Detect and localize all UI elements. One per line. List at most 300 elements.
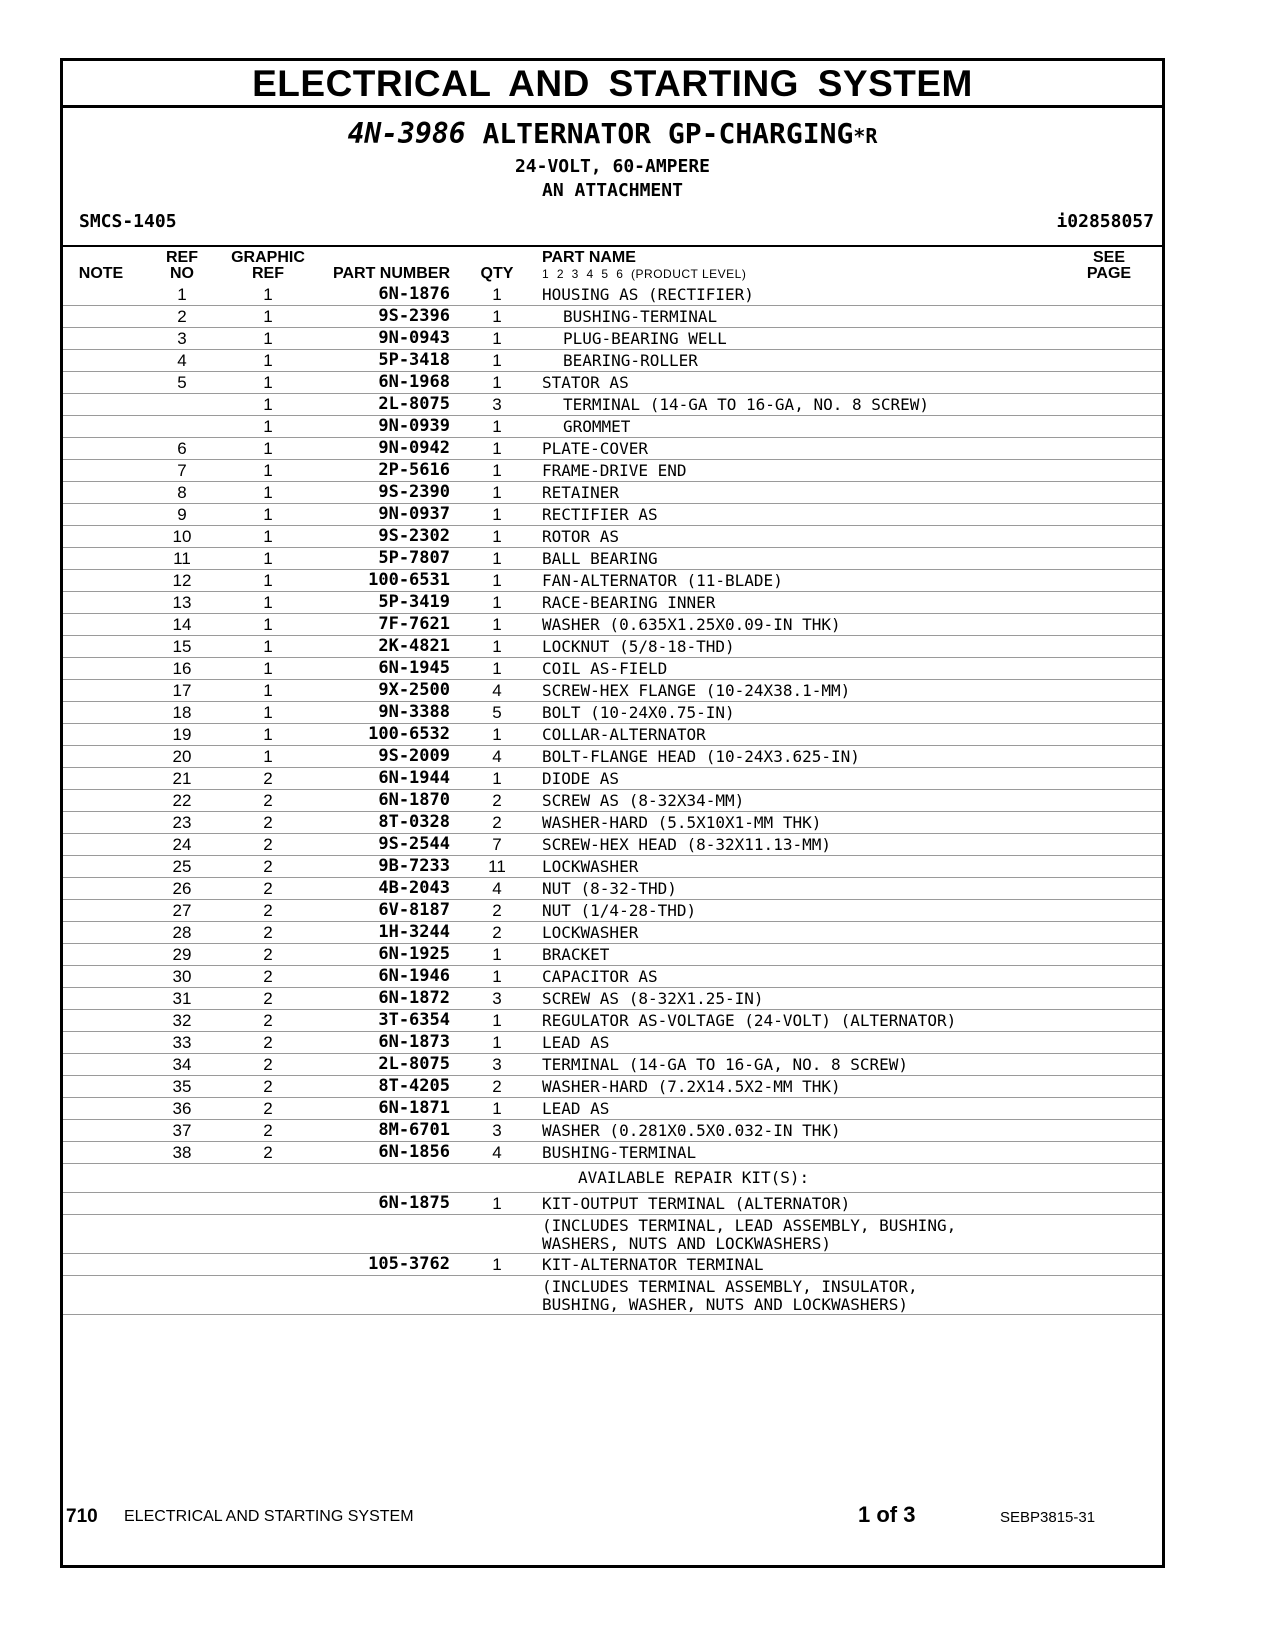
part-name-text: RETAINER	[542, 483, 620, 502]
part-name-text: WASHER (0.281X0.5X0.032-IN THK)	[542, 1121, 841, 1140]
see-page-cell	[1056, 834, 1162, 856]
part-number-cell: 6N-1946	[311, 966, 458, 988]
ref-no-cell: 35	[139, 1076, 225, 1098]
part-name-text: WASHER-HARD (5.5X10X1-MM THK)	[542, 813, 822, 832]
graphic-ref-cell: 1	[225, 636, 311, 658]
see-page-cell	[1056, 1164, 1162, 1193]
see-page-cell	[1056, 1215, 1162, 1254]
note-cell	[63, 350, 139, 372]
note-cell	[63, 526, 139, 548]
qty-cell: 1	[458, 614, 536, 636]
part-name-cell	[536, 702, 1056, 724]
table-row	[63, 592, 1162, 614]
part-number-cell: 7F-7621	[311, 614, 458, 636]
table-row	[63, 856, 1162, 878]
kit-row	[63, 1193, 1162, 1215]
part-name-text: PLUG-BEARING WELL	[563, 329, 727, 348]
note-cell	[63, 372, 139, 394]
part-name-cell	[536, 1098, 1056, 1120]
qty-cell: 4	[458, 878, 536, 900]
qty-cell: 1	[458, 592, 536, 614]
note-cell	[63, 306, 139, 328]
group-suffix: *R	[853, 124, 878, 148]
kit-note-cell	[536, 1276, 1056, 1315]
footer-document: SEBP3815-31	[1000, 1509, 1096, 1526]
note-cell	[63, 1142, 139, 1164]
part-name-cell	[536, 724, 1056, 746]
note-cell	[63, 1193, 139, 1215]
note-cell	[63, 680, 139, 702]
note-cell	[63, 1010, 139, 1032]
kit-note-line: BUSHING, WASHER, NUTS AND LOCKWASHERS)	[542, 1295, 909, 1314]
footer-section: ELECTRICAL AND STARTING SYSTEM	[124, 1508, 414, 1525]
part-name-text: NUT (1/4-28-THD)	[542, 901, 697, 920]
part-name-text: COLLAR-ALTERNATOR	[542, 725, 706, 744]
table-row	[63, 416, 1162, 438]
empty-cell	[139, 1276, 225, 1315]
see-page-cell	[1056, 988, 1162, 1010]
repair-kits-heading-row	[63, 1164, 1162, 1193]
graphic-ref-cell: 1	[225, 570, 311, 592]
table-row	[63, 372, 1162, 394]
empty-cell	[63, 1164, 139, 1193]
note-cell	[63, 1254, 139, 1276]
graphic-ref-cell: 1	[225, 526, 311, 548]
qty-cell: 4	[458, 1142, 536, 1164]
graphic-ref-cell: 1	[225, 724, 311, 746]
part-number-cell: 6N-1872	[311, 988, 458, 1010]
part-name-text: COIL AS-FIELD	[542, 659, 668, 678]
part-name-cell	[536, 526, 1056, 548]
part-name-cell	[536, 1032, 1056, 1054]
see-page-cell	[1056, 1254, 1162, 1276]
table-row	[63, 900, 1162, 922]
part-name-text: LOCKWASHER	[542, 857, 639, 876]
qty-cell: 1	[458, 1098, 536, 1120]
kit-note-line: WASHERS, NUTS AND LOCKWASHERS)	[542, 1234, 831, 1253]
part-number-cell: 6N-1856	[311, 1142, 458, 1164]
part-name-cell	[536, 394, 1056, 416]
col-ref-no-line2: NO	[170, 265, 194, 282]
ref-no-cell: 37	[139, 1120, 225, 1142]
graphic-ref-cell: 1	[225, 680, 311, 702]
ref-no-cell: 9	[139, 504, 225, 526]
ref-no-cell: 6	[139, 438, 225, 460]
table-row	[63, 460, 1162, 482]
part-name-text: RECTIFIER AS	[542, 505, 658, 524]
note-cell	[63, 592, 139, 614]
graphic-ref-cell: 2	[225, 988, 311, 1010]
note-cell	[63, 548, 139, 570]
table-row	[63, 570, 1162, 592]
empty-cell	[458, 1164, 536, 1193]
part-name-cell	[536, 834, 1056, 856]
part-name-cell	[536, 812, 1056, 834]
part-name-cell	[536, 922, 1056, 944]
col-see-page-line2: PAGE	[1086, 265, 1132, 282]
kit-note-line: (INCLUDES TERMINAL ASSEMBLY, INSULATOR,	[542, 1277, 918, 1296]
part-number-cell: 2L-8075	[311, 1054, 458, 1076]
table-row	[63, 526, 1162, 548]
see-page-cell	[1056, 592, 1162, 614]
empty-cell	[311, 1215, 458, 1254]
ref-no-cell	[139, 416, 225, 438]
table-row	[63, 306, 1162, 328]
see-page-cell	[1056, 812, 1162, 834]
part-name-cell	[536, 768, 1056, 790]
graphic-ref-cell: 2	[225, 1010, 311, 1032]
table-row	[63, 922, 1162, 944]
part-name-cell	[536, 1120, 1056, 1142]
kit-note-row	[63, 1276, 1162, 1315]
qty-cell: 1	[458, 768, 536, 790]
part-name-text: CAPACITOR AS	[542, 967, 658, 986]
part-number-cell: 6N-1968	[311, 372, 458, 394]
note-cell	[63, 944, 139, 966]
graphic-ref-cell: 2	[225, 922, 311, 944]
qty-cell: 4	[458, 746, 536, 768]
see-page-cell	[1056, 966, 1162, 988]
empty-cell	[225, 1215, 311, 1254]
part-name-text: TERMINAL (14-GA TO 16-GA, NO. 8 SCREW)	[542, 1055, 909, 1074]
see-page-cell	[1056, 548, 1162, 570]
part-name-cell	[536, 504, 1056, 526]
graphic-ref-cell: 1	[225, 350, 311, 372]
graphic-ref-cell: 2	[225, 944, 311, 966]
part-name-cell	[536, 966, 1056, 988]
empty-cell	[311, 1164, 458, 1193]
note-cell	[63, 966, 139, 988]
group-subtitle-1: 24-VOLT, 60-AMPERE	[514, 156, 711, 177]
ref-no-cell: 19	[139, 724, 225, 746]
part-number-cell: 4B-2043	[311, 878, 458, 900]
part-name-cell	[536, 1076, 1056, 1098]
qty-cell: 1	[458, 636, 536, 658]
table-row	[63, 878, 1162, 900]
qty-cell: 3	[458, 988, 536, 1010]
note-cell	[63, 768, 139, 790]
ref-no-cell: 32	[139, 1010, 225, 1032]
kit-qty-cell: 1	[458, 1193, 536, 1215]
table-row	[63, 636, 1162, 658]
graphic-ref-cell: 1	[225, 306, 311, 328]
part-number-cell: 3T-6354	[311, 1010, 458, 1032]
table-row	[63, 746, 1162, 768]
col-qty: QTY	[480, 265, 514, 282]
graphic-ref-cell: 1	[225, 504, 311, 526]
empty-cell	[225, 1276, 311, 1315]
see-page-cell	[1056, 1193, 1162, 1215]
graphic-ref-cell: 1	[225, 328, 311, 350]
qty-cell: 1	[458, 1032, 536, 1054]
note-cell	[63, 460, 139, 482]
group-header	[63, 108, 1162, 245]
part-number-cell: 9X-2500	[311, 680, 458, 702]
col-part-name-label: PART NAME	[542, 249, 636, 266]
table-row	[63, 548, 1162, 570]
ref-no-cell: 1	[139, 284, 225, 306]
qty-cell: 1	[458, 416, 536, 438]
graphic-ref-cell: 2	[225, 1054, 311, 1076]
ref-no-cell: 12	[139, 570, 225, 592]
part-number-cell: 100-6531	[311, 570, 458, 592]
ref-no-cell: 10	[139, 526, 225, 548]
table-row	[63, 350, 1162, 372]
ref-no-cell	[139, 1254, 225, 1276]
part-number-cell: 2P-5616	[311, 460, 458, 482]
part-number-cell: 8M-6701	[311, 1120, 458, 1142]
graphic-ref-cell: 1	[225, 438, 311, 460]
kit-note-row	[63, 1215, 1162, 1254]
ref-no-cell: 13	[139, 592, 225, 614]
note-cell	[63, 284, 139, 306]
part-number-cell: 6N-1925	[311, 944, 458, 966]
see-page-cell	[1056, 416, 1162, 438]
qty-cell: 3	[458, 394, 536, 416]
ref-no-cell: 20	[139, 746, 225, 768]
part-name-cell	[536, 416, 1056, 438]
table-row	[63, 658, 1162, 680]
see-page-cell	[1056, 372, 1162, 394]
part-number-cell: 8T-4205	[311, 1076, 458, 1098]
empty-cell	[311, 1276, 458, 1315]
part-name-cell	[536, 680, 1056, 702]
see-page-cell	[1056, 768, 1162, 790]
note-cell	[63, 834, 139, 856]
ref-no-cell: 16	[139, 658, 225, 680]
see-page-cell	[1056, 1120, 1162, 1142]
graphic-ref-cell: 1	[225, 614, 311, 636]
note-cell	[63, 1120, 139, 1142]
ref-no-cell: 33	[139, 1032, 225, 1054]
see-page-cell	[1056, 328, 1162, 350]
part-name-text: FRAME-DRIVE END	[542, 461, 687, 480]
col-ref-no-line1: REF	[166, 249, 198, 266]
qty-cell: 1	[458, 438, 536, 460]
kit-name-cell: KIT-ALTERNATOR TERMINAL	[536, 1254, 1056, 1276]
graphic-ref-cell: 2	[225, 1076, 311, 1098]
part-name-text: TERMINAL (14-GA TO 16-GA, NO. 8 SCREW)	[563, 395, 930, 414]
see-page-cell	[1056, 900, 1162, 922]
qty-cell: 1	[458, 724, 536, 746]
part-number-cell: 6V-8187	[311, 900, 458, 922]
part-name-cell	[536, 878, 1056, 900]
graphic-ref-cell: 2	[225, 1142, 311, 1164]
ref-no-cell: 2	[139, 306, 225, 328]
ref-no-cell: 11	[139, 548, 225, 570]
graphic-ref-cell: 2	[225, 966, 311, 988]
table-row	[63, 1032, 1162, 1054]
part-number-cell: 2K-4821	[311, 636, 458, 658]
part-number-cell: 6N-1871	[311, 1098, 458, 1120]
graphic-ref-cell: 2	[225, 878, 311, 900]
note-cell	[63, 1032, 139, 1054]
note-cell	[63, 570, 139, 592]
ref-no-cell: 28	[139, 922, 225, 944]
table-row	[63, 1054, 1162, 1076]
graphic-ref-cell: 1	[225, 416, 311, 438]
part-name-text: HOUSING AS (RECTIFIER)	[542, 285, 754, 304]
note-cell	[63, 878, 139, 900]
ref-no-cell: 30	[139, 966, 225, 988]
note-cell	[63, 856, 139, 878]
ref-no-cell: 15	[139, 636, 225, 658]
qty-cell: 1	[458, 284, 536, 306]
empty-cell	[458, 1215, 536, 1254]
graphic-ref-cell: 1	[225, 394, 311, 416]
part-name-cell	[536, 592, 1056, 614]
ref-no-cell: 26	[139, 878, 225, 900]
qty-cell: 1	[458, 1010, 536, 1032]
part-name-cell	[536, 790, 1056, 812]
part-name-cell	[536, 284, 1056, 306]
part-number-cell: 8T-0328	[311, 812, 458, 834]
note-cell	[63, 504, 139, 526]
part-name-text: BUSHING-TERMINAL	[563, 307, 718, 326]
part-number-cell: 5P-3418	[311, 350, 458, 372]
graphic-ref-cell: 2	[225, 900, 311, 922]
qty-cell: 1	[458, 966, 536, 988]
part-number-cell: 9S-2009	[311, 746, 458, 768]
note-cell	[63, 614, 139, 636]
graphic-ref-cell: 1	[225, 592, 311, 614]
part-name-text: LEAD AS	[542, 1099, 610, 1118]
qty-cell: 1	[458, 504, 536, 526]
note-cell	[63, 438, 139, 460]
kit-note-line: (INCLUDES TERMINAL, LEAD ASSEMBLY, BUSHING,	[542, 1216, 957, 1235]
part-name-text: NUT (8-32-THD)	[542, 879, 677, 898]
note-cell	[63, 790, 139, 812]
qty-cell: 1	[458, 548, 536, 570]
part-name-text: BRACKET	[542, 945, 610, 964]
graphic-ref-cell: 2	[225, 812, 311, 834]
qty-cell: 2	[458, 1076, 536, 1098]
note-cell	[63, 746, 139, 768]
repair-kits-heading: AVAILABLE REPAIR KIT(S):	[536, 1164, 1056, 1193]
kit-part-number-cell: 6N-1875	[311, 1193, 458, 1215]
ref-no-cell: 21	[139, 768, 225, 790]
smcs-code: SMCS-1405	[79, 211, 177, 232]
part-name-text: LEAD AS	[542, 1033, 610, 1052]
part-name-text: STATOR AS	[542, 373, 629, 392]
table-row	[63, 1098, 1162, 1120]
see-page-cell	[1056, 856, 1162, 878]
graphic-ref-cell: 2	[225, 1032, 311, 1054]
see-page-cell	[1056, 570, 1162, 592]
col-graphic-ref	[225, 247, 311, 284]
part-name-cell	[536, 306, 1056, 328]
col-graphic-ref-line2: REF	[252, 265, 284, 282]
qty-cell: 1	[458, 350, 536, 372]
see-page-cell	[1056, 438, 1162, 460]
see-page-cell	[1056, 504, 1162, 526]
part-name-cell	[536, 570, 1056, 592]
part-number-cell: 9S-2390	[311, 482, 458, 504]
parts-table-wrap	[63, 245, 1162, 1315]
see-page-cell	[1056, 746, 1162, 768]
part-name-text: ROTOR AS	[542, 527, 620, 546]
empty-cell	[458, 1276, 536, 1315]
illustration-id: i02858057	[1056, 211, 1154, 232]
see-page-cell	[1056, 878, 1162, 900]
part-name-text: WASHER-HARD (7.2X14.5X2-MM THK)	[542, 1077, 841, 1096]
graphic-ref-cell: 2	[225, 1098, 311, 1120]
part-number-cell: 2L-8075	[311, 394, 458, 416]
footer-sheet: 1 of 3	[858, 1502, 916, 1527]
part-name-cell	[536, 1010, 1056, 1032]
note-cell	[63, 900, 139, 922]
table-row	[63, 988, 1162, 1010]
kit-part-number-cell: 105-3762	[311, 1254, 458, 1276]
parts-body	[63, 284, 1162, 1315]
note-cell	[63, 1098, 139, 1120]
part-name-cell	[536, 614, 1056, 636]
part-name-cell	[536, 328, 1056, 350]
part-name-cell	[536, 944, 1056, 966]
see-page-cell	[1056, 1054, 1162, 1076]
part-name-text: BUSHING-TERMINAL	[542, 1143, 697, 1162]
note-cell	[63, 482, 139, 504]
ref-no-cell: 5	[139, 372, 225, 394]
table-row	[63, 790, 1162, 812]
qty-cell: 1	[458, 372, 536, 394]
note-cell	[63, 1054, 139, 1076]
graphic-ref-cell: 1	[225, 460, 311, 482]
table-row	[63, 504, 1162, 526]
ref-no-cell: 27	[139, 900, 225, 922]
table-row	[63, 328, 1162, 350]
ref-no-cell: 24	[139, 834, 225, 856]
graphic-ref-cell: 1	[225, 658, 311, 680]
graphic-ref-cell: 1	[225, 372, 311, 394]
table-row	[63, 438, 1162, 460]
table-row	[63, 1120, 1162, 1142]
see-page-cell	[1056, 922, 1162, 944]
note-cell	[63, 812, 139, 834]
graphic-ref-cell: 2	[225, 1120, 311, 1142]
part-name-text: SCREW-HEX HEAD (8-32X11.13-MM)	[542, 835, 831, 854]
table-row	[63, 834, 1162, 856]
table-row	[63, 394, 1162, 416]
kit-qty-cell: 1	[458, 1254, 536, 1276]
col-see-page	[1056, 247, 1162, 284]
note-cell	[63, 636, 139, 658]
ref-no-cell: 31	[139, 988, 225, 1010]
col-part-number: PART NUMBER	[332, 265, 450, 282]
qty-cell: 1	[458, 570, 536, 592]
qty-cell: 1	[458, 658, 536, 680]
qty-cell: 3	[458, 1054, 536, 1076]
part-name-text: RACE-BEARING INNER	[542, 593, 716, 612]
see-page-cell	[1056, 394, 1162, 416]
ref-no-cell: 7	[139, 460, 225, 482]
part-number-cell: 9N-3388	[311, 702, 458, 724]
kit-note-cell	[536, 1215, 1056, 1254]
part-number-cell: 9N-0939	[311, 416, 458, 438]
part-number-cell: 9N-0943	[311, 328, 458, 350]
part-number-cell: 9S-2302	[311, 526, 458, 548]
part-number-cell: 6N-1945	[311, 658, 458, 680]
table-row	[63, 724, 1162, 746]
kit-name-cell: KIT-OUTPUT TERMINAL (ALTERNATOR)	[536, 1193, 1056, 1215]
empty-cell	[139, 1164, 225, 1193]
group-title	[63, 118, 1162, 152]
group-subtitle-2: AN ATTACHMENT	[542, 180, 683, 201]
part-name-cell	[536, 350, 1056, 372]
table-header	[63, 247, 1162, 284]
ref-no-cell	[139, 1193, 225, 1215]
col-graphic-ref-line1: GRAPHIC	[231, 249, 305, 266]
